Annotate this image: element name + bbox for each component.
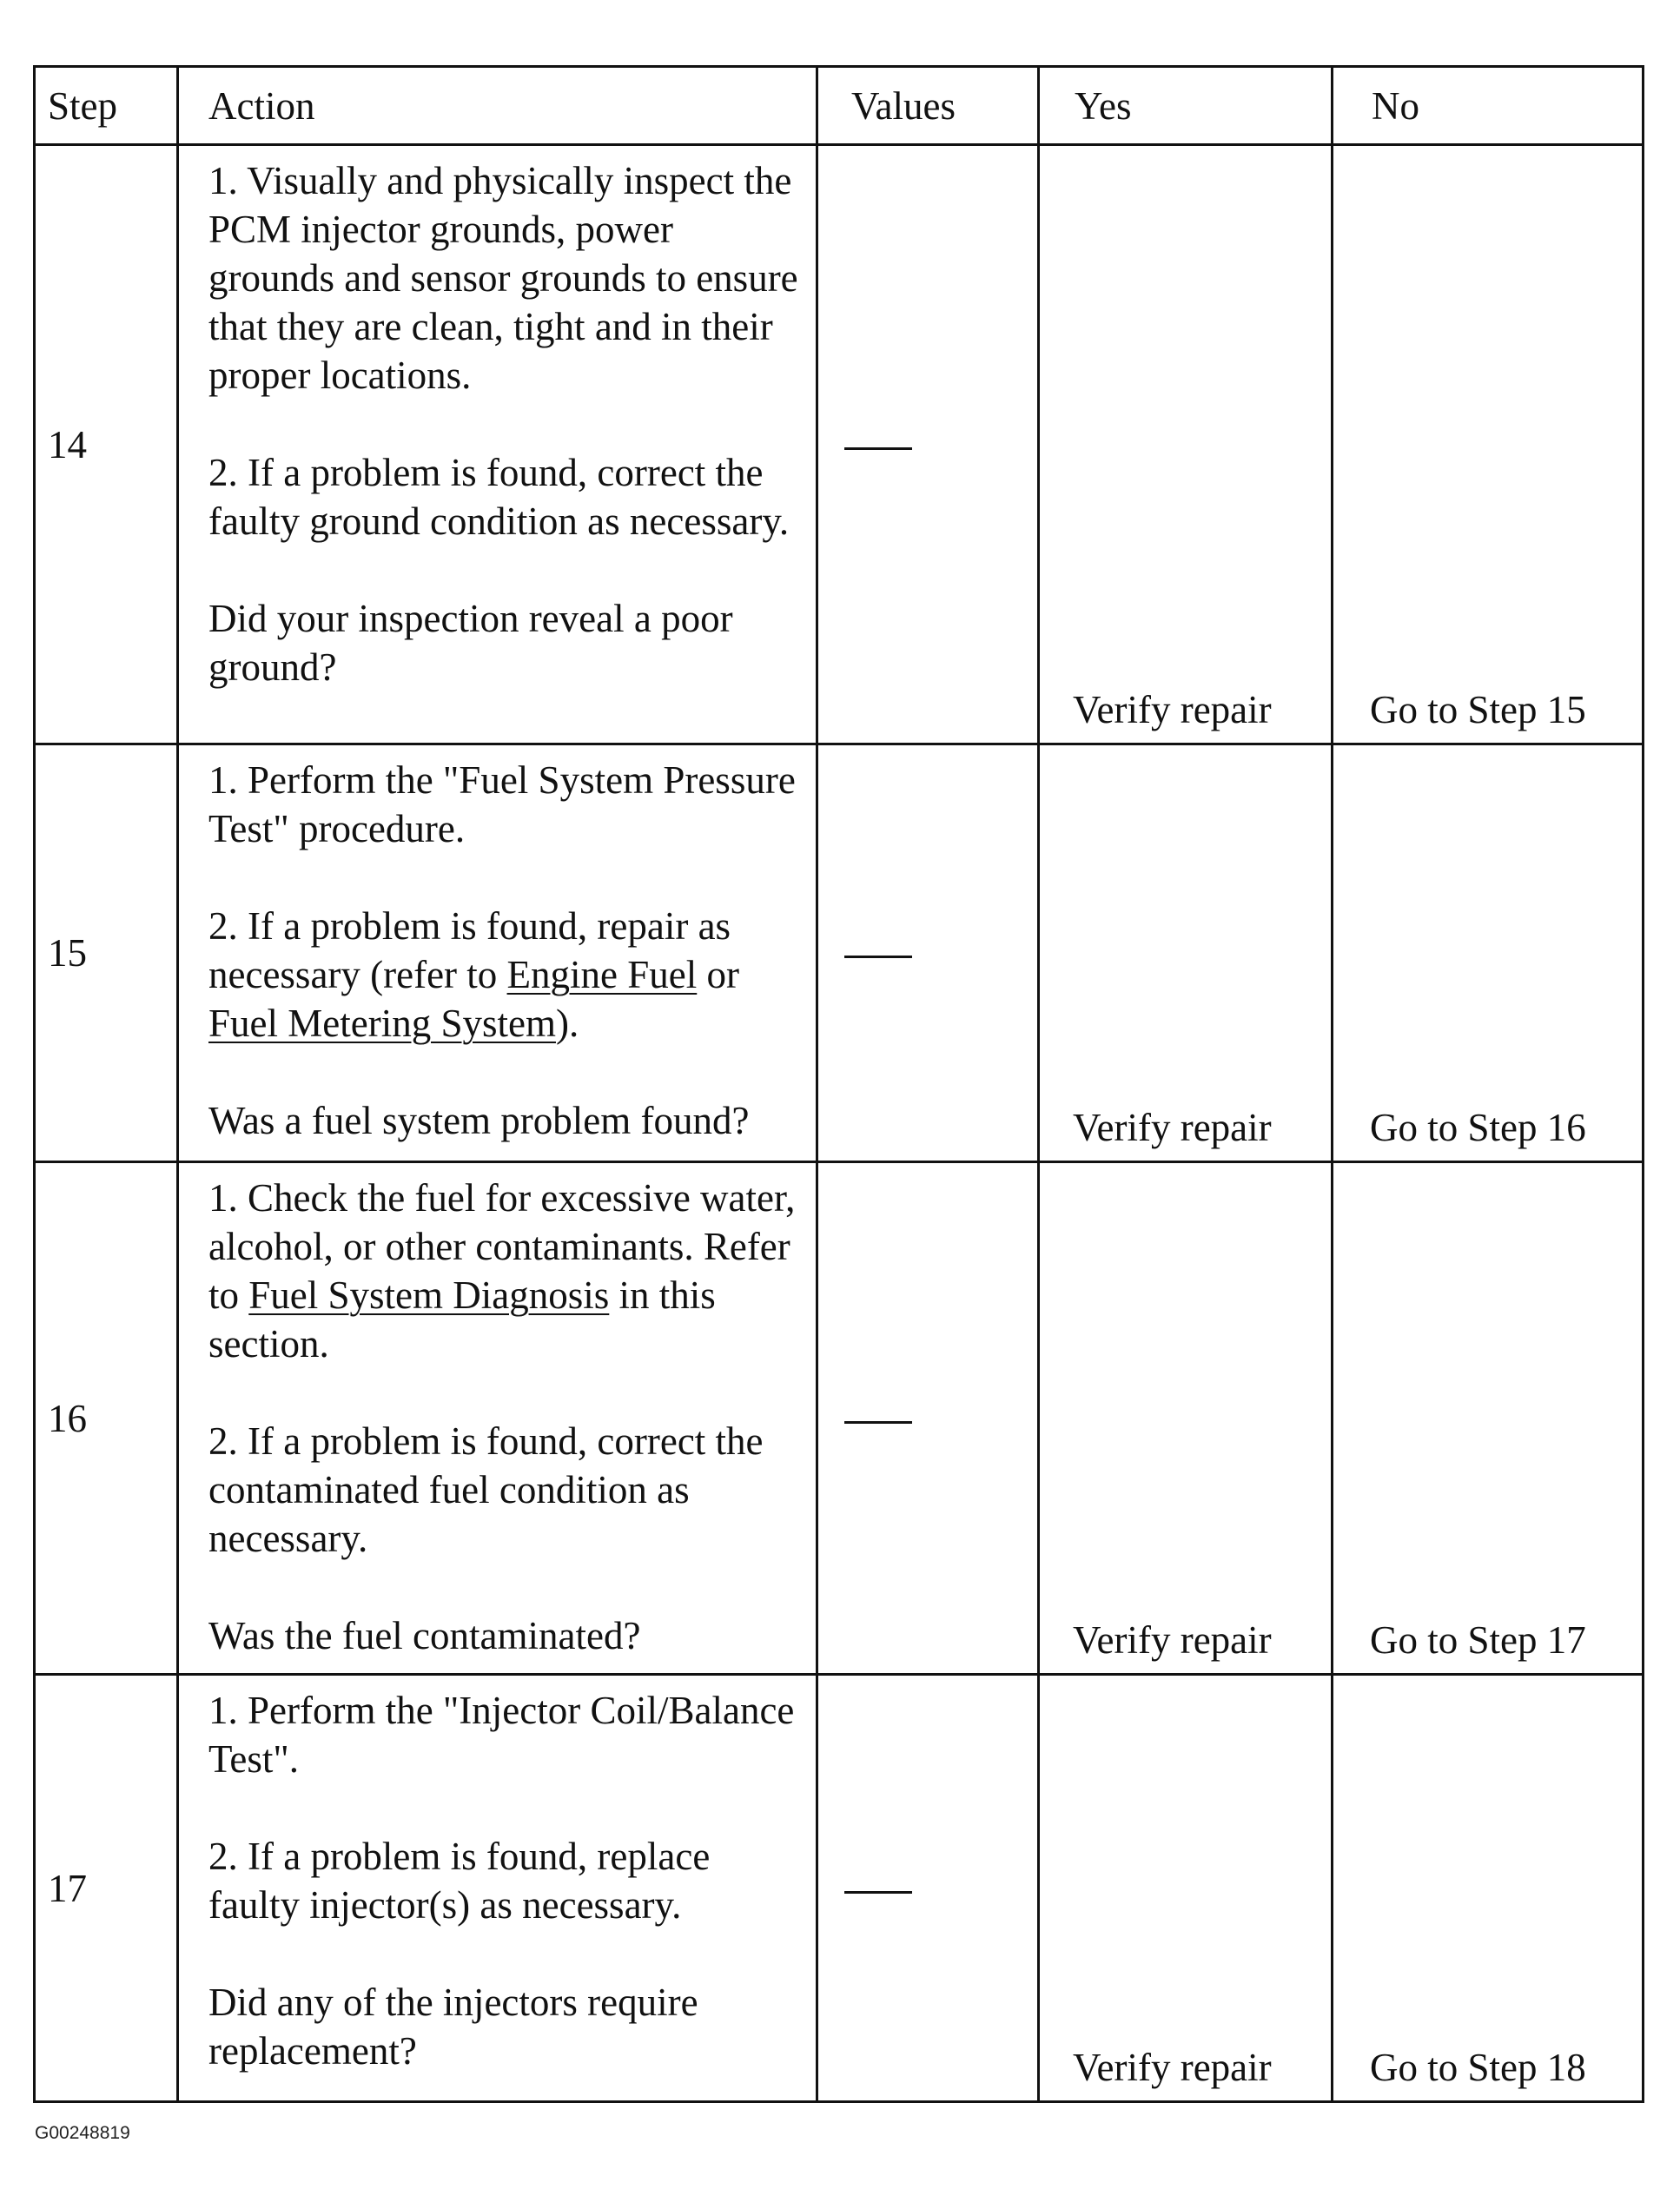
step-number: 17 <box>35 1675 178 2102</box>
no-result: Go to Step 16 <box>1333 744 1644 1162</box>
step-number: 15 <box>35 744 178 1162</box>
no-result: Go to Step 17 <box>1333 1162 1644 1675</box>
values-cell <box>817 1162 1039 1675</box>
table-row <box>35 1675 1644 2102</box>
diagnostic-table <box>33 65 1644 2103</box>
action-paragraph: 1. Perform the "Fuel System Pressure Test" procedure. <box>208 758 796 850</box>
yes-result: Verify repair <box>1039 145 1333 744</box>
action-paragraph: 2. If a problem is found, correct the contaminated fuel condition as necessary. <box>208 1419 764 1560</box>
yes-result: Verify repair <box>1039 1162 1333 1675</box>
action-paragraph: 1. Check the fuel for excessive water, alcohol, or other contaminants. Refer to Fuel System Diagnosis in this section. <box>208 1176 796 1366</box>
action-paragraph: 2. If a problem is found, repair as necessary (refer to Engine Fuel or Fuel Metering System). <box>208 904 740 1045</box>
engine-fuel-link[interactable]: Engine Fuel <box>506 953 698 996</box>
header-step: Step <box>35 67 178 145</box>
header-action: Action <box>178 67 817 145</box>
table-row <box>35 145 1644 744</box>
step-number: 16 <box>35 1162 178 1675</box>
fuel-metering-system-link[interactable]: Fuel Metering System <box>208 1002 556 1045</box>
action-paragraph: 2. If a problem is found, replace faulty injector(s) as necessary. <box>208 1835 711 1927</box>
action-question: Did your inspection reveal a poor ground? <box>208 597 733 689</box>
no-result: Go to Step 15 <box>1333 145 1644 744</box>
action-cell <box>178 744 817 1162</box>
figure-id: G00248819 <box>35 2123 130 2143</box>
yes-result: Verify repair <box>1039 744 1333 1162</box>
step-number: 14 <box>35 145 178 744</box>
no-result: Go to Step 18 <box>1333 1675 1644 2102</box>
action-question: Did any of the injectors require replacement? <box>208 1981 698 2073</box>
action-paragraph: 2. If a problem is found, correct the faulty ground condition as necessary. <box>208 451 790 543</box>
yes-result: Verify repair <box>1039 1675 1333 2102</box>
action-cell <box>178 1675 817 2102</box>
header-yes: Yes <box>1039 67 1333 145</box>
header-no: No <box>1333 67 1644 145</box>
action-cell <box>178 1162 817 1675</box>
values-cell <box>817 744 1039 1162</box>
header-row <box>35 67 1644 145</box>
values-cell <box>817 1675 1039 2102</box>
action-cell <box>178 145 817 744</box>
table-row <box>35 1162 1644 1675</box>
no-value-dash <box>844 956 912 958</box>
table-row <box>35 744 1644 1162</box>
no-value-dash <box>844 1421 912 1424</box>
action-question: Was the fuel contaminated? <box>208 1614 641 1657</box>
action-paragraph: 1. Visually and physically inspect the PCM injector grounds, power grounds and sensor grounds to ensure that they are clean, tight and in their proper locations. <box>208 159 798 397</box>
values-cell <box>817 145 1039 744</box>
action-paragraph: 1. Perform the "Injector Coil/Balance Test". <box>208 1689 795 1781</box>
fuel-system-diagnosis-link[interactable]: Fuel System Diagnosis <box>248 1273 610 1317</box>
no-value-dash <box>844 447 912 450</box>
header-values: Values <box>817 67 1039 145</box>
action-question: Was a fuel system problem found? <box>208 1099 750 1142</box>
no-value-dash <box>844 1891 912 1894</box>
